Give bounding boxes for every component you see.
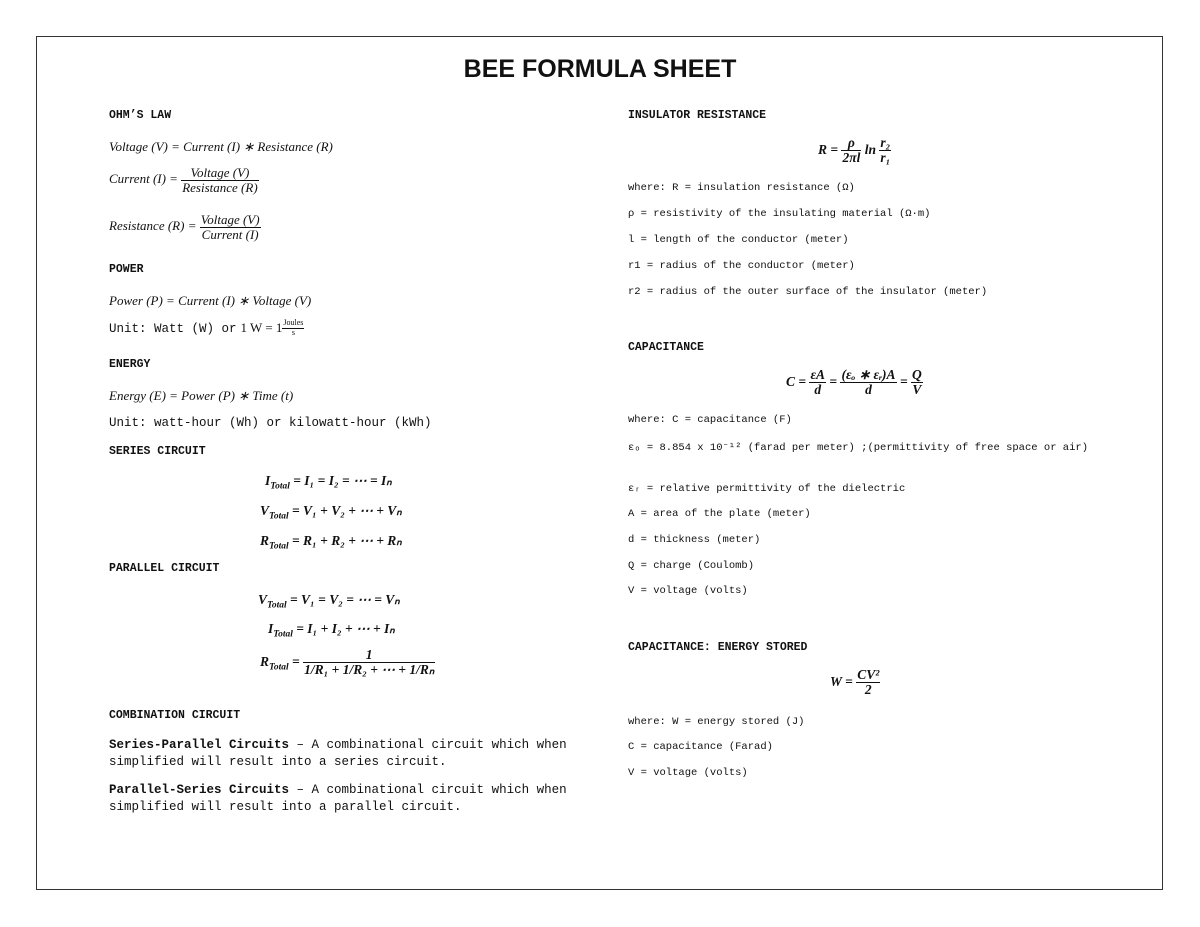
power-unit-eq: 1 W = 1 bbox=[240, 320, 283, 335]
series-heading: SERIES CIRCUIT bbox=[109, 445, 206, 458]
parallel-resistance-fraction bbox=[303, 648, 435, 677]
capacitance-f1-den: d bbox=[814, 382, 822, 398]
insulator-rho-den: 2πl bbox=[842, 150, 861, 166]
power-unit-numerator: Joules bbox=[283, 318, 304, 328]
capacitance-eps0-def: εₒ = 8.854 x 10⁻¹² (farad per meter) ;(permittivity of free space or air) bbox=[628, 442, 1088, 454]
parallel-v-sub: Total bbox=[267, 600, 287, 611]
capacitance-heading: CAPACITANCE bbox=[628, 341, 704, 354]
power-heading: POWER bbox=[109, 263, 144, 276]
parallel-current-formula bbox=[268, 621, 395, 640]
capacitance-f2-den: d bbox=[865, 382, 872, 398]
power-unit-denominator: s bbox=[291, 327, 295, 337]
insulator-lhs: R = bbox=[818, 141, 839, 157]
capacitance-where: where: C = capacitance (F) bbox=[628, 414, 792, 426]
series-v-lhs: V bbox=[260, 503, 270, 518]
parallel-r-numerator: 1 bbox=[303, 648, 435, 663]
series-v-rhs: = V₁ + V₂ + ⋯ + Vₙ bbox=[288, 503, 402, 518]
ohms-resistance-formula bbox=[109, 213, 261, 241]
insulator-r-fraction bbox=[879, 136, 891, 165]
parallel-r-sub: Total bbox=[269, 662, 289, 673]
series-i-rhs: = I₁ = I₂ = ⋯ = Iₙ bbox=[289, 473, 392, 488]
energy-formula: Energy (E) = Power (P) ∗ Time (t) bbox=[109, 388, 294, 403]
energy-unit: Unit: watt-hour (Wh) or kilowatt-hour (kWh) bbox=[109, 416, 432, 430]
insulator-where: where: R = insulation resistance (Ω) bbox=[628, 182, 855, 194]
parallel-resistance-formula: $R_{Total}$ = $\frac{1}{\text{1/R₁ + 1/R₂ + ⋯ + 1/Rₙ}}$ bbox=[260, 647, 435, 678]
ohms-voltage-formula: Voltage (V) = Current (I) ∗ Resistance (R) bbox=[109, 139, 333, 154]
power-formula: Power (P) = Current (I) ∗ Voltage (V) bbox=[109, 293, 312, 308]
parallel-v-lhs: V bbox=[258, 592, 268, 607]
parallel-heading: PARALLEL CIRCUIT bbox=[109, 562, 220, 575]
series-parallel-text: – A combinational circuit which when simplified will result into a series circuit. bbox=[109, 738, 567, 769]
capacitance-f3-den: V bbox=[912, 382, 922, 398]
series-voltage-formula bbox=[260, 503, 402, 522]
insulator-rho-num: ρ bbox=[841, 136, 861, 151]
series-r-rhs: = R₁ + R₂ + ⋯ + Rₙ bbox=[288, 533, 402, 548]
power-unit-fraction bbox=[282, 319, 304, 337]
energy-stored-den: 2 bbox=[864, 682, 872, 698]
capacitance-eq-2: = bbox=[899, 373, 908, 389]
ohms-resistance-lhs: Resistance (R) = bbox=[109, 218, 197, 234]
capacitance-formula bbox=[786, 368, 923, 397]
energy-stored-fraction bbox=[856, 668, 880, 697]
ohms-current-lhs: Current (I) = bbox=[109, 171, 178, 187]
capacitance-fraction-2 bbox=[840, 368, 896, 397]
capacitance-epsr-def: εᵣ = relative permittivity of the dielectric bbox=[628, 483, 906, 495]
parallel-i-lhs: I bbox=[268, 621, 274, 636]
parallel-series-text: – A combinational circuit which when simplified will result into a parallel circuit. bbox=[109, 783, 567, 814]
parallel-series-description bbox=[109, 782, 579, 816]
insulator-formula bbox=[818, 136, 891, 165]
parallel-i-rhs: = I₁ + I₂ + ⋯ + Iₙ bbox=[292, 621, 395, 636]
insulator-r1-def: r1 = radius of the conductor (meter) bbox=[628, 260, 855, 272]
ohms-resistance-fraction bbox=[200, 213, 261, 241]
insulator-heading: INSULATOR RESISTANCE bbox=[628, 109, 767, 122]
parallel-v-rhs: = V₁ = V₂ = ⋯ = Vₙ bbox=[286, 592, 400, 607]
series-resistance-formula bbox=[260, 533, 402, 552]
capacitance-f3-num: Q bbox=[912, 367, 922, 382]
energy-heading: ENERGY bbox=[109, 358, 151, 371]
energy-stored-lhs: W = bbox=[830, 673, 853, 689]
insulator-l-def: l = length of the conductor (meter) bbox=[628, 234, 849, 246]
energy-stored-num: CV² bbox=[857, 667, 880, 682]
insulator-ln: ln bbox=[864, 141, 876, 157]
insulator-rho-def: ρ = resistivity of the insulating material (Ω·m) bbox=[628, 208, 931, 220]
energy-stored-heading: CAPACITANCE: ENERGY STORED bbox=[628, 641, 808, 654]
capacitance-f2-num: (εₒ ∗ εᵣ)A bbox=[841, 367, 896, 382]
parallel-series-term: Parallel-Series Circuits bbox=[109, 783, 290, 797]
series-current-formula bbox=[265, 473, 392, 492]
insulator-r2-def: r2 = radius of the outer surface of the insulator (meter) bbox=[628, 286, 988, 298]
capacitance-fraction-1 bbox=[809, 368, 826, 397]
ohms-current-formula bbox=[109, 166, 259, 194]
energy-stored-v-def: V = voltage (volts) bbox=[628, 767, 748, 779]
insulator-r-num: r₂ bbox=[880, 135, 891, 150]
insulator-rho-fraction bbox=[841, 136, 861, 165]
series-parallel-term: Series-Parallel Circuits bbox=[109, 738, 290, 752]
parallel-voltage-formula bbox=[258, 592, 400, 611]
combination-heading: COMBINATION CIRCUIT bbox=[109, 709, 241, 722]
capacitance-eq-1: = bbox=[829, 373, 838, 389]
series-i-lhs: I bbox=[265, 473, 271, 488]
series-i-sub: Total bbox=[270, 481, 290, 492]
capacitance-v-def: V = voltage (volts) bbox=[628, 585, 748, 597]
series-v-sub: Total bbox=[269, 511, 289, 522]
ohms-resistance-numerator: Voltage (V) bbox=[200, 212, 260, 227]
parallel-i-sub: Total bbox=[273, 629, 293, 640]
page-title: BEE FORMULA SHEET bbox=[463, 55, 737, 83]
energy-stored-c-def: C = capacitance (Farad) bbox=[628, 741, 773, 753]
ohms-current-numerator: Voltage (V) bbox=[181, 166, 258, 181]
series-r-lhs: R bbox=[260, 533, 270, 548]
ohms-resistance-denominator: Current (I) bbox=[201, 226, 259, 242]
insulator-r-den: r₁ bbox=[880, 150, 891, 166]
capacitance-d-def: d = thickness (meter) bbox=[628, 534, 761, 546]
energy-stored-where: where: W = energy stored (J) bbox=[628, 716, 805, 728]
capacitance-fraction-3 bbox=[911, 368, 923, 397]
energy-stored-formula bbox=[830, 668, 880, 697]
power-unit bbox=[109, 319, 304, 337]
capacitance-q-def: Q = charge (Coulomb) bbox=[628, 560, 755, 572]
power-unit-text: Unit: Watt (W) or bbox=[109, 322, 237, 336]
ohms-current-denominator: Resistance (R) bbox=[182, 179, 258, 195]
parallel-r-denominator: 1/R₁ + 1/R₂ + ⋯ + 1/Rₙ bbox=[304, 662, 435, 678]
ohms-law-heading: OHM’S LAW bbox=[109, 109, 172, 122]
ohms-current-fraction bbox=[181, 166, 258, 194]
capacitance-lhs: C = bbox=[786, 373, 807, 389]
series-r-sub: Total bbox=[269, 541, 289, 552]
parallel-r-lhs: R bbox=[260, 653, 270, 669]
series-parallel-description bbox=[109, 737, 579, 771]
capacitance-f1-num: εA bbox=[810, 367, 825, 382]
capacitance-a-def: A = area of the plate (meter) bbox=[628, 508, 811, 520]
